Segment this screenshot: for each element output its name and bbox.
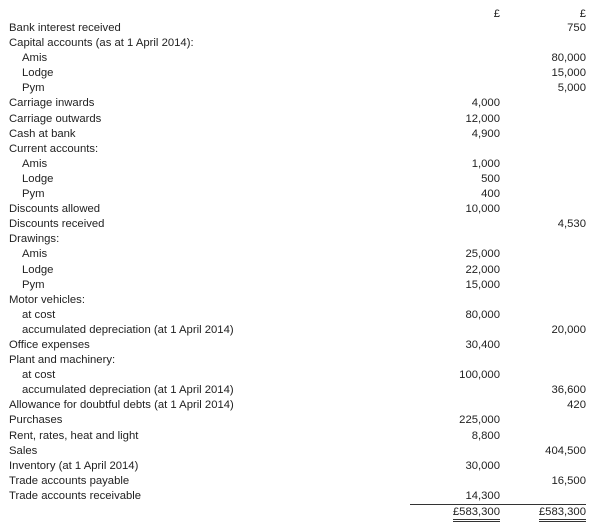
account-label: Plant and machinery:: [9, 354, 116, 367]
account-label: Current accounts:: [9, 142, 99, 155]
debit-amount: 12,000: [465, 112, 500, 125]
account-label: Lodge: [22, 67, 54, 80]
account-row: [0, 157, 602, 172]
account-row: [0, 66, 602, 81]
account-label: Carriage inwards: [9, 97, 95, 110]
account-row: [0, 21, 602, 36]
account-row: [0, 263, 602, 278]
debit-amount: 100,000: [459, 369, 500, 382]
account-label: accumulated depreciation (at 1 April 2014): [22, 323, 234, 336]
credit-amount: 420: [567, 399, 586, 412]
account-label: Inventory (at 1 April 2014): [9, 459, 139, 472]
debit-amount: 80,000: [465, 308, 500, 321]
account-row: [0, 293, 602, 308]
account-row: [0, 308, 602, 323]
account-label: Office expenses: [9, 338, 90, 351]
credit-column-header: £: [579, 8, 586, 20]
account-row: [0, 127, 602, 142]
credit-amount: 36,600: [551, 384, 586, 397]
account-row: [0, 489, 602, 504]
account-row: [0, 368, 602, 383]
account-row: [0, 96, 602, 111]
account-row: [0, 383, 602, 398]
account-row: [0, 36, 602, 51]
account-row: [0, 81, 602, 96]
debit-amount: 25,000: [465, 248, 500, 261]
account-label: Carriage outwards: [9, 112, 102, 125]
debit-amount: 4,900: [471, 127, 500, 140]
debit-amount: 500: [481, 172, 500, 185]
totals-row: [0, 504, 602, 519]
account-label: Discounts received: [9, 218, 105, 231]
account-label: at cost: [22, 369, 56, 382]
account-label: Capital accounts (as at 1 April 2014):: [9, 37, 194, 50]
account-label: Pym: [22, 188, 45, 201]
credit-amount: 4,530: [557, 218, 586, 231]
account-row: [0, 187, 602, 202]
debit-amount: 400: [481, 188, 500, 201]
account-row: [0, 247, 602, 262]
account-row: [0, 202, 602, 217]
account-row: [0, 429, 602, 444]
account-row: [0, 413, 602, 428]
credit-amount: 16,500: [551, 474, 586, 487]
account-label: Bank interest received: [9, 22, 121, 34]
credit-amount: 750: [567, 22, 586, 34]
debit-total-cell: [410, 504, 500, 522]
debit-column-header: £: [493, 8, 500, 20]
account-label: Cash at bank: [9, 127, 76, 140]
account-label: Pym: [22, 82, 45, 95]
account-row: [0, 353, 602, 368]
credit-amount: 15,000: [551, 67, 586, 80]
account-row: [0, 398, 602, 413]
account-label: Drawings:: [9, 233, 60, 246]
account-row: [0, 444, 602, 459]
account-label: Lodge: [22, 263, 54, 276]
account-label: Amis: [22, 157, 48, 170]
account-label: Amis: [22, 52, 48, 65]
account-label: Motor vehicles:: [9, 293, 85, 306]
debit-amount: 15,000: [465, 278, 500, 291]
credit-amount: 404,500: [545, 444, 586, 457]
account-label: accumulated depreciation (at 1 April 2014): [22, 384, 234, 397]
debit-amount: 22,000: [465, 263, 500, 276]
trial-balance-rows: [0, 21, 602, 519]
credit-amount: 5,000: [557, 82, 586, 95]
debit-total: £583,300: [453, 506, 500, 522]
debit-amount: 4,000: [471, 97, 500, 110]
account-row: [0, 232, 602, 247]
account-label: Purchases: [9, 414, 63, 427]
credit-total: £583,300: [539, 506, 586, 522]
debit-amount: 30,400: [465, 338, 500, 351]
debit-amount: 10,000: [465, 203, 500, 216]
account-label: Sales: [9, 444, 38, 457]
account-label: Pym: [22, 278, 45, 291]
account-row: [0, 172, 602, 187]
debit-amount: 1,000: [471, 157, 500, 170]
account-label: at cost: [22, 308, 56, 321]
account-row: [0, 278, 602, 293]
account-label: Lodge: [22, 172, 54, 185]
account-label: Discounts allowed: [9, 203, 101, 216]
account-label: Rent, rates, heat and light: [9, 429, 139, 442]
debit-amount: 14,300: [465, 489, 500, 502]
account-label: Allowance for doubtful debts (at 1 April 2014): [9, 399, 234, 412]
account-label: Trade accounts payable: [9, 474, 130, 487]
account-row: [0, 323, 602, 338]
credit-total-cell: [496, 504, 586, 522]
account-row: [0, 51, 602, 66]
debit-amount: 225,000: [459, 414, 500, 427]
account-row: [0, 474, 602, 489]
account-row: [0, 338, 602, 353]
account-row: [0, 112, 602, 127]
account-row: [0, 217, 602, 232]
debit-amount: 30,000: [465, 459, 500, 472]
account-row: [0, 142, 602, 157]
credit-amount: 80,000: [551, 52, 586, 65]
account-label: Amis: [22, 248, 48, 261]
debit-amount: 8,800: [471, 429, 500, 442]
account-label: Trade accounts receivable: [9, 489, 142, 502]
account-row: [0, 459, 602, 474]
credit-amount: 20,000: [551, 323, 586, 336]
